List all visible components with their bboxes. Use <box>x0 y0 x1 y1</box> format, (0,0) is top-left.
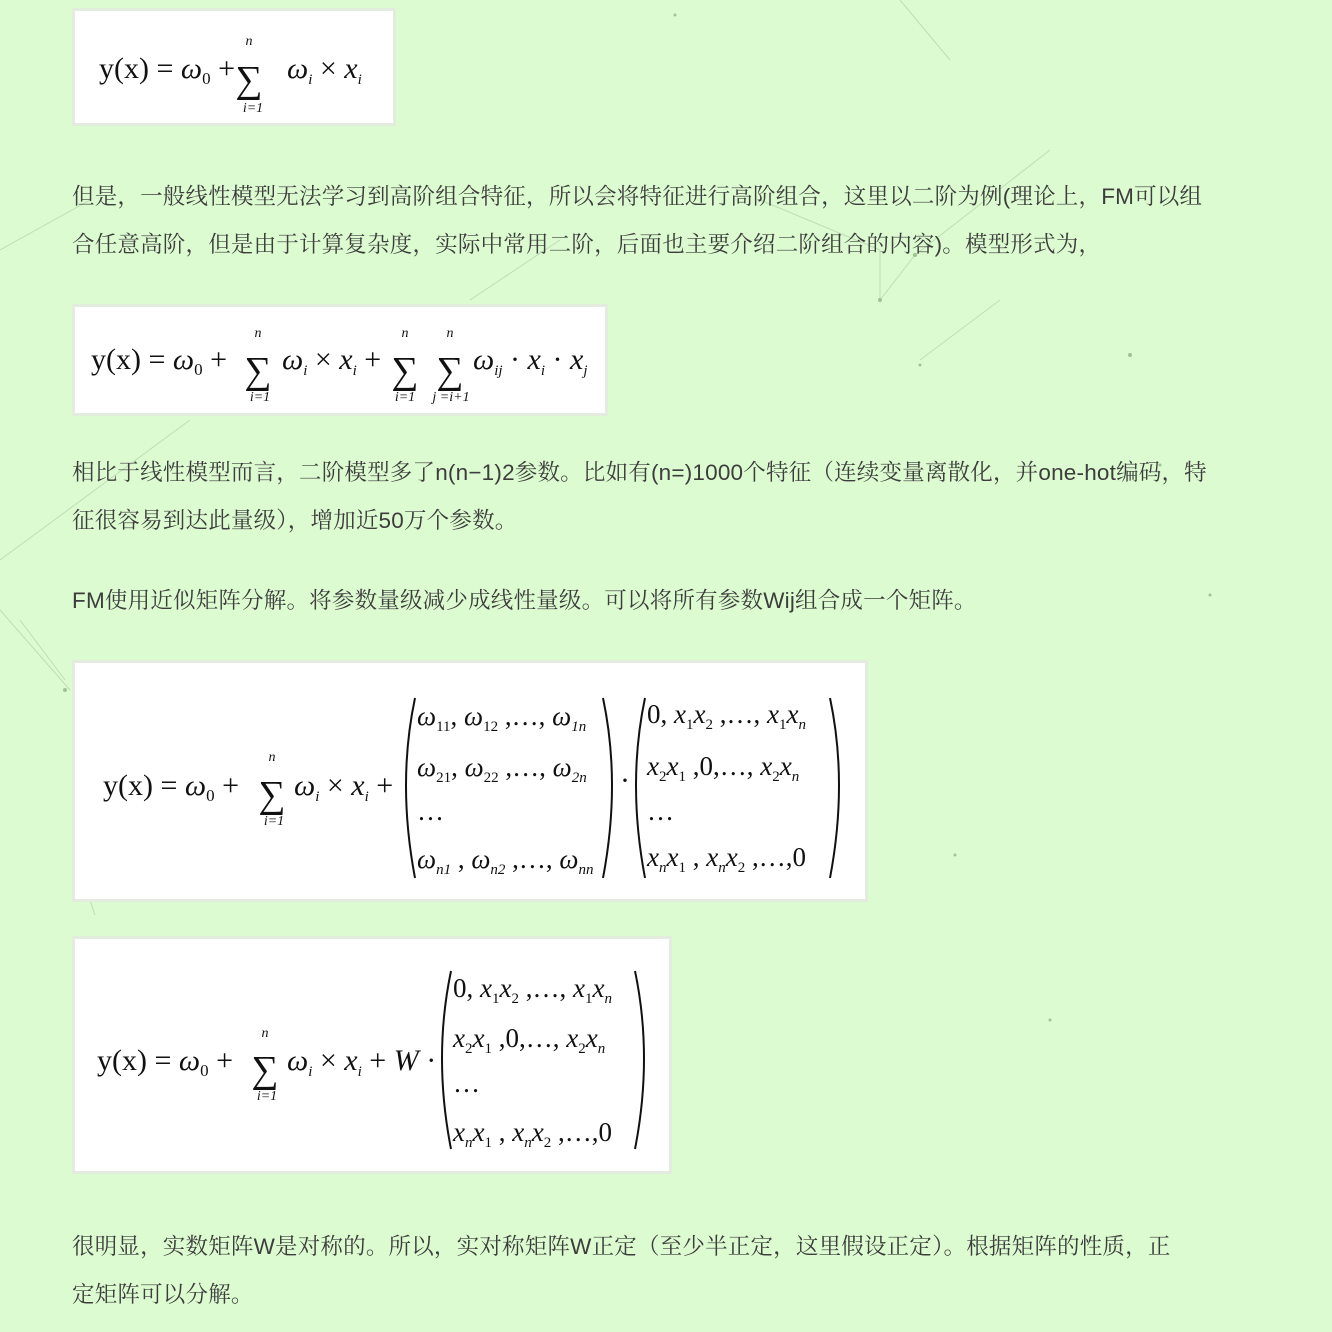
svg-text:x2x1 ,0,…, x2xn: $x_2x_1$ ,0,…, $x_2x_n$ <box>453 1023 606 1057</box>
svg-text:ωij · xi · xj: $\omega_{ij} \cdot x_i \cdot x_j$ <box>473 343 588 379</box>
svg-text:y(x) = ω0 +: $y(x) = \omega_0$ + <box>97 1044 234 1080</box>
paragraph-1 <box>72 173 1272 269</box>
paragraph-4-line-1: 很明显，实数矩阵W是对称的。所以，实对称矩阵W正定（至少半正定，这里假设正定）。根据矩阵的性质，正 <box>72 1234 1171 1259</box>
svg-text:∑: ∑ <box>436 350 464 392</box>
svg-text:j =i+1: j =i+1 <box>432 390 470 405</box>
svg-text:x2x1 ,0,…, x2xn: $x_2x_1$ ,0,…, $x_2x_n$ <box>647 751 800 785</box>
svg-text:·: · <box>620 764 630 797</box>
svg-text:…: … <box>417 796 444 826</box>
svg-text:∑: ∑ <box>244 350 272 392</box>
svg-text:0, x1x2 ,…, x1xn: 0, $x_1x_2$ ,…, $x_1x_n$ <box>647 699 806 733</box>
formula-w-matrix-form <box>72 936 672 1174</box>
formula-second-order-model <box>72 304 608 416</box>
paragraph-2-line-2: 征很容易到达此量级），增加近50万个参数。 <box>72 508 518 533</box>
svg-text:y(x) = ω0 +: $y(x) = \omega_0$ + <box>103 769 240 805</box>
paragraph-2-line-1: 相比于线性模型而言，二阶模型多了n(n−1)2参数。比如有(n=)1000个特征（连续变量离散化，并one-hot编码，特 <box>72 460 1207 485</box>
svg-text:y(x) = ω0 +: $y(x) = \omega_0$ + <box>91 343 228 379</box>
formula-linear-model <box>72 8 396 126</box>
svg-text:y(x) = ω0 +: $y(x) = \omega_0$ + <box>99 52 236 88</box>
paragraph-4 <box>72 1223 1272 1319</box>
svg-text:ωi × xi: $\omega_i \times x_i$ <box>287 52 362 88</box>
svg-text:xnx1 , xnx2 ,…,0: $x_nx_1$ , $x_nx_2$ ,…,0 <box>647 842 806 876</box>
svg-text:∑: ∑ <box>391 350 419 392</box>
svg-text:∑: ∑ <box>258 774 286 816</box>
svg-text:∑: ∑ <box>251 1049 279 1091</box>
svg-text:ω11, ω12 ,…, ω1n: $\omega_{11}$, $\omega_{12}$ ,…, $\omega_{1n}$ <box>417 701 587 735</box>
svg-text:∑: ∑ <box>235 59 263 101</box>
svg-text:ωi × xi + W ·: $\omega_i \times x_i + W$ · <box>287 1044 437 1080</box>
formula-matrix-form <box>72 660 868 902</box>
svg-text:n: n <box>245 34 253 49</box>
svg-text:ω21, ω22 ,…, ω2n: $\omega_{21}$, $\omega_{22}$ ,…, $\omega_{2n}$ <box>417 752 587 786</box>
svg-text:…: … <box>647 796 674 826</box>
svg-text:n: n <box>401 326 409 341</box>
paragraph-2 <box>72 449 1272 545</box>
svg-text:0, x1x2 ,…, x1xn: 0, $x_1x_2$ ,…, $x_1x_n$ <box>453 973 612 1007</box>
svg-text:i=1: i=1 <box>249 390 271 405</box>
paragraph-3-text: FM使用近似矩阵分解。将参数量级减少成线性量级。可以将所有参数Wij组合成一个矩阵。 <box>72 588 977 613</box>
paragraph-1-line-1: 但是，一般线性模型无法学习到高阶组合特征，所以会将特征进行高阶组合，这里以二阶为例(理论上，FM可以组 <box>72 184 1203 209</box>
svg-text:i=1: i=1 <box>263 814 285 829</box>
paragraph-3 <box>72 577 1272 625</box>
paragraph-4-line-2: 定矩阵可以分解。 <box>72 1282 254 1307</box>
svg-text:n: n <box>261 1026 269 1041</box>
svg-text:n: n <box>254 326 262 341</box>
svg-text:ωn1 , ωn2 ,…, ωnn: $\omega_{n1}$ , $\omega_{n2}$ ,…, $\omega_{nn}$ <box>417 844 594 878</box>
svg-text:n: n <box>268 750 276 765</box>
svg-text:…: … <box>453 1068 480 1098</box>
svg-text:i=1: i=1 <box>394 390 416 405</box>
paragraph-1-line-2: 合任意高阶，但是由于计算复杂度，实际中常用二阶，后面也主要介绍二阶组合的内容)。模型形式为， <box>72 232 1102 257</box>
svg-text:ωi × xi +: $\omega_i \times x_i$ + <box>282 343 382 379</box>
svg-text:ωi × xi +: $\omega_i \times x_i$ + <box>294 769 394 805</box>
svg-text:i=1: i=1 <box>242 101 264 116</box>
svg-text:i=1: i=1 <box>256 1089 278 1104</box>
svg-text:n: n <box>446 326 454 341</box>
svg-text:xnx1 , xnx2 ,…,0: $x_nx_1$ , $x_nx_2$ ,…,0 <box>453 1117 612 1151</box>
